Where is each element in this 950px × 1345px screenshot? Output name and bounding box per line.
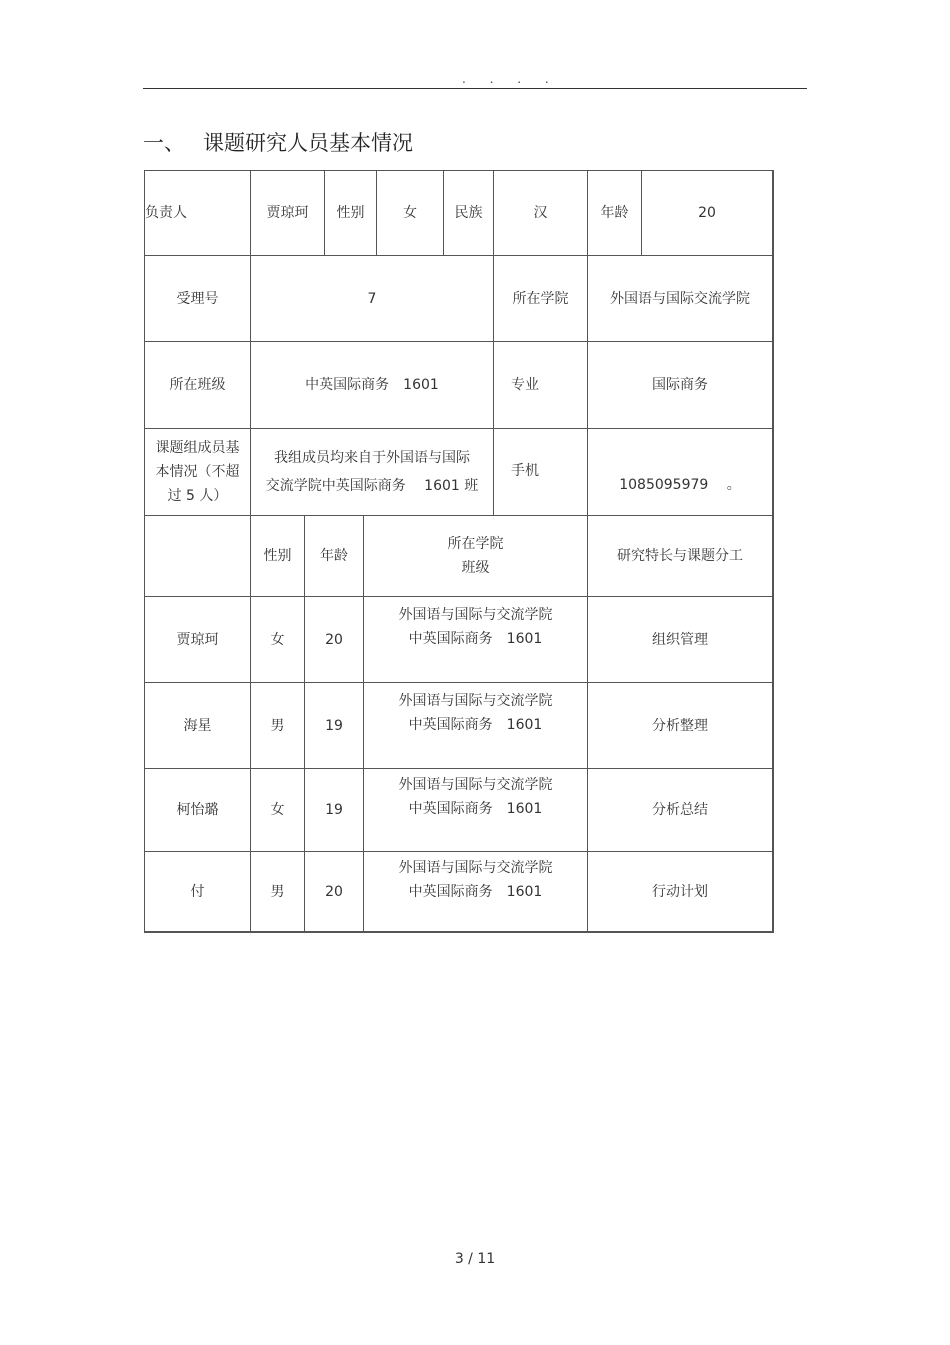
member-college-class — [363, 682, 588, 769]
member-gender: 女 — [250, 768, 305, 852]
member-role: 组织管理 — [587, 596, 774, 683]
members-summary-line: 交流学院中英国际商务 1601 班 — [265, 478, 479, 494]
member-age: 19 — [304, 768, 364, 852]
member-college: 外国语与国际与交流学院 — [398, 777, 553, 793]
member-age: 20 — [304, 596, 364, 683]
member-header-role: 研究特长与课题分工 — [587, 515, 774, 597]
members-summary-label-line: 过 5 人） — [167, 488, 228, 504]
members-summary-description — [250, 428, 494, 516]
member-class: 中英国际商务 1601 — [408, 631, 543, 647]
major-value: 国际商务 — [587, 341, 774, 429]
members-summary-label-line: 本情况（不超 — [155, 464, 240, 480]
class-label: 所在班级 — [144, 341, 251, 429]
ethnicity-label: 民族 — [443, 170, 494, 256]
leader-name: 贾琼珂 — [250, 170, 325, 256]
members-summary-label — [144, 428, 251, 516]
member-role: 分析总结 — [587, 768, 774, 852]
member-college: 外国语与国际与交流学院 — [398, 607, 553, 623]
member-role: 行动计划 — [587, 851, 774, 933]
member-header-class-line: 班级 — [461, 560, 490, 576]
member-name: 柯怡璐 — [144, 768, 251, 852]
major-label: 专业 — [493, 341, 588, 429]
member-name: 付 — [144, 851, 251, 933]
section-title-text: 课题研究人员基本情况 — [203, 131, 413, 155]
section-number: 一、 — [143, 131, 185, 155]
member-gender: 男 — [250, 851, 305, 933]
phone-value: 1085095979 。 — [587, 428, 774, 516]
header-rule — [143, 88, 807, 89]
member-college: 外国语与国际与交流学院 — [398, 860, 553, 876]
accept-number-label: 受理号 — [144, 255, 251, 342]
member-age: 20 — [304, 851, 364, 933]
member-header-age: 年龄 — [304, 515, 364, 597]
member-gender: 女 — [250, 596, 305, 683]
member-gender: 男 — [250, 682, 305, 769]
age-label: 年龄 — [587, 170, 642, 256]
member-college-class — [363, 596, 588, 683]
header-dots: . . . . — [462, 72, 559, 86]
page-number: 3 / 11 — [454, 1251, 496, 1267]
member-college: 外国语与国际与交流学院 — [398, 693, 553, 709]
member-class: 中英国际商务 1601 — [408, 884, 543, 900]
leader-ethnicity: 汉 — [493, 170, 588, 256]
member-header-name-blank — [144, 515, 251, 597]
section-title — [143, 127, 413, 157]
member-class: 中英国际商务 1601 — [408, 717, 543, 733]
leader-label: 负责人 — [144, 170, 251, 256]
member-class: 中英国际商务 1601 — [408, 801, 543, 817]
college-label: 所在学院 — [493, 255, 588, 342]
gender-label: 性别 — [324, 170, 377, 256]
member-age: 19 — [304, 682, 364, 769]
college-value: 外国语与国际交流学院 — [587, 255, 774, 342]
member-role: 分析整理 — [587, 682, 774, 769]
member-header-college-line: 所在学院 — [447, 536, 504, 552]
member-college-class — [363, 768, 588, 852]
member-college-class — [363, 851, 588, 933]
member-header-college — [363, 515, 588, 597]
member-header-gender: 性别 — [250, 515, 305, 597]
accept-number-value: 7 — [250, 255, 494, 342]
class-value: 中英国际商务 1601 — [250, 341, 494, 429]
members-summary-label-line: 课题组成员基 — [155, 440, 240, 456]
leader-gender: 女 — [376, 170, 444, 256]
phone-label: 手机 — [493, 428, 588, 516]
member-name: 贾琼珂 — [144, 596, 251, 683]
member-name: 海星 — [144, 682, 251, 769]
members-summary-line: 我组成员均来自于外国语与国际 — [274, 450, 470, 466]
leader-age: 20 — [641, 170, 774, 256]
